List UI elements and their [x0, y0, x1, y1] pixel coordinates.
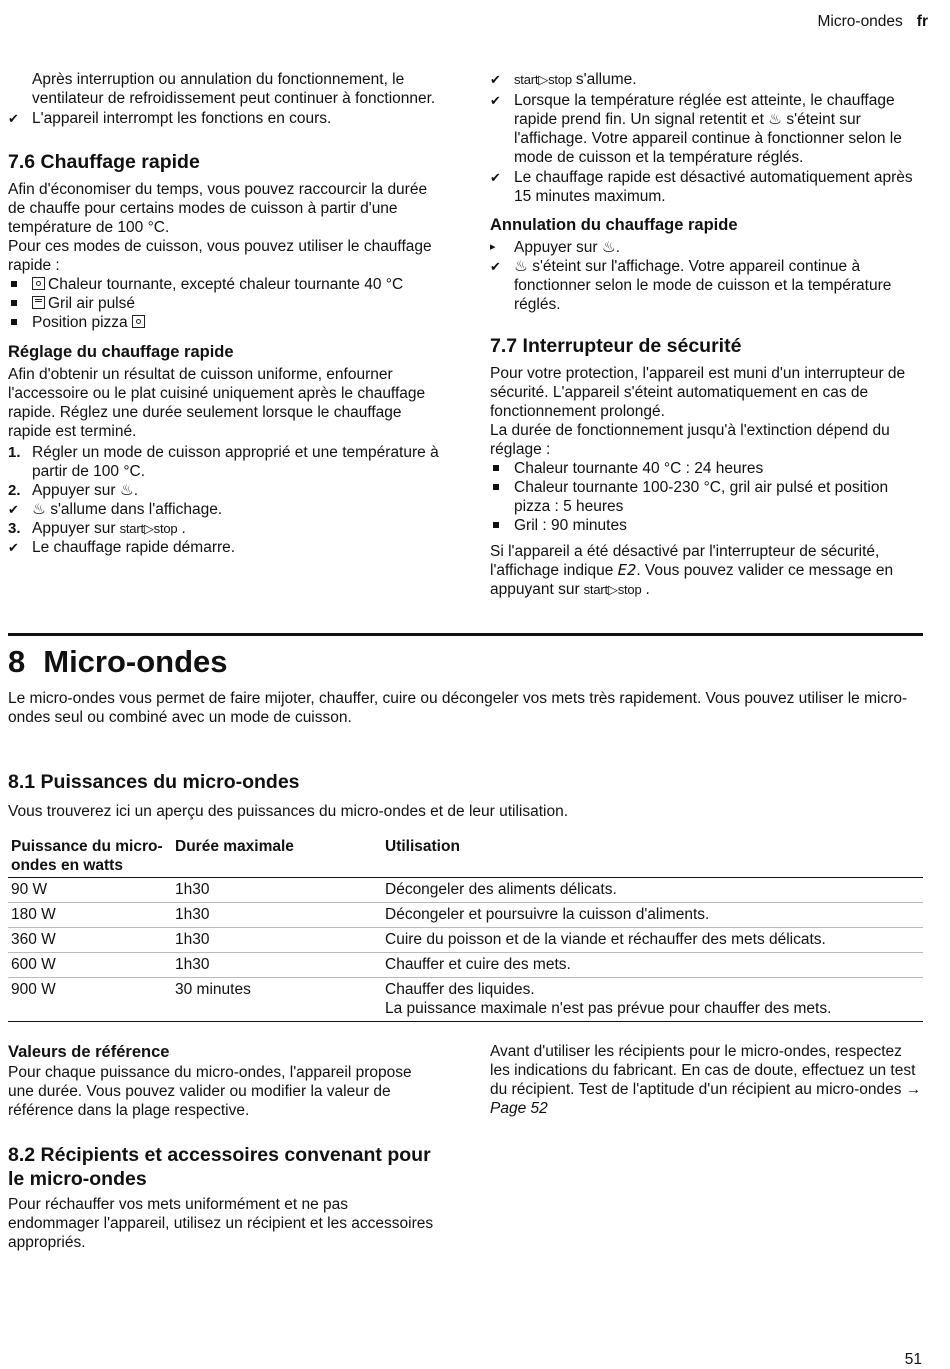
- arrow-icon: ▸: [490, 241, 496, 253]
- result-item: ✔ Le chauffage rapide démarre.: [8, 539, 236, 556]
- step-item: 2. Appuyer sur ♨.: [8, 482, 139, 499]
- check-icon: ✔: [8, 540, 19, 555]
- running-header: [818, 12, 928, 31]
- section-7-7-title: 7.7 Interrupteur de sécurité: [490, 335, 742, 357]
- mode-list: [8, 275, 440, 332]
- power-table: [8, 837, 923, 1022]
- check-icon: ✔: [8, 502, 19, 517]
- check-icon: ✔: [490, 93, 501, 108]
- convection-icon: [32, 277, 45, 290]
- check-icon: ✔: [8, 111, 19, 126]
- header-section: Micro-ondes: [817, 13, 903, 30]
- start-stop-key: start▷stop: [583, 582, 642, 597]
- result-item: ✔ ♨ s'éteint sur l'affichage. Votre appareil continue à fonctionner selon le mode de cuisson et la température réglés.: [490, 258, 892, 313]
- valeurs-block: [8, 1042, 440, 1120]
- start-stop-key: start▷stop: [119, 521, 178, 536]
- result-item: ✔ Le chauffage rapide est désactivé automatiquement après 15 minutes maximum.: [490, 169, 913, 205]
- paragraph: Afin d'économiser du temps, vous pouvez raccourcir la durée de chauffe pour certains modes de cuisson à partir d'une température de 100 °C.: [8, 181, 428, 236]
- paragraph: Pour ces modes de cuisson, vous pouvez utiliser le chauffage rapide :: [8, 238, 432, 274]
- result-item: [8, 109, 440, 128]
- paragraph: Pour chaque puissance du micro-ondes, l'appareil propose une durée. Vous pouvez valider ou modifier la valeur de référence dans la plage respective.: [8, 1064, 412, 1119]
- result-item: ✔ ♨ s'allume dans l'affichage.: [8, 501, 223, 518]
- instruction-item: ▸ Appuyer sur ♨.: [490, 239, 621, 256]
- step-item: 3. Appuyer sur start▷stop .: [8, 520, 186, 537]
- duration-list: [490, 459, 922, 535]
- step-item: 1. Régler un mode de cuisson approprié et une température à partir de 100 °C.: [8, 444, 439, 480]
- table-row: 900 W 30 minutes Chauffer des liquides. La puissance maximale n'est pas prévue pour chauffer des mets.: [8, 978, 923, 1022]
- pizza-icon: [132, 315, 145, 328]
- left-column: [8, 70, 440, 557]
- paragraph: Pour réchauffer vos mets uniformément et ne pas endommager l'appareil, utilisez un récipient et les accessoires appropriés.: [8, 1196, 434, 1251]
- chapter-8-title: 8 Micro-ondes: [8, 644, 228, 679]
- paragraph: Afin d'obtenir un résultat de cuisson uniforme, enfourner l'accessoire ou le plat cuisiné uniquement après le chauffage rapide. Réglez une durée seulement lorsque le chauffage rapide est terminé.: [8, 366, 426, 440]
- list-item: Position pizza: [8, 313, 440, 332]
- paragraph: Si l'appareil a été désactivé par l'interrupteur de sécurité, l'affichage indique E2. Vous pouvez valider ce message en appuyant sur start▷stop .: [490, 543, 894, 598]
- chapter-intro: Le micro-ondes vous permet de faire mijoter, chauffer, cuire ou décongeler vos mets très rapidement. Vous pouvez utiliser le micro-ondes seul ou combiné avec un mode de cuisson.: [8, 690, 908, 726]
- error-code: E2: [617, 561, 637, 579]
- result-item: ✔ start▷stop s'allume.: [490, 71, 637, 88]
- section-8-2-title: 8.2 Récipients et accessoires convenant pour le micro-ondes: [8, 1144, 431, 1190]
- steps-list: [8, 443, 440, 557]
- paragraph: Pour votre protection, l'appareil est muni d'un interrupteur de sécurité. L'appareil s'éteint automatiquement en cas de fonctionnement prolongé.: [490, 365, 906, 420]
- list-item: Chaleur tournante 100-230 °C, gril air pulsé et position pizza : 5 heures: [514, 479, 889, 515]
- column-header: Utilisation: [382, 837, 923, 878]
- column-header: Durée maximale: [172, 837, 382, 878]
- recipient-note: [490, 1042, 922, 1118]
- subheading-annulation: Annulation du chauffage rapide: [490, 216, 738, 234]
- section-7-6-title: 7.6 Chauffage rapide: [8, 151, 200, 173]
- check-icon: ✔: [490, 170, 501, 185]
- list-item: Gril air pulsé: [8, 294, 440, 313]
- subheading-reglage: Réglage du chauffage rapide: [8, 343, 234, 361]
- paragraph: La durée de fonctionnement jusqu'à l'extinction dépend du réglage :: [490, 422, 890, 458]
- table-header-row: [8, 837, 923, 878]
- table-row: 180 W 1h30 Décongeler et poursuivre la cuisson d'aliments.: [8, 903, 923, 928]
- section-8-1-title: 8.1 Puissances du micro-ondes: [8, 771, 300, 793]
- column-header: Puissance du micro-ondes en watts: [8, 837, 172, 878]
- page-link[interactable]: → Page 52: [490, 1081, 922, 1117]
- subheading-valeurs: Valeurs de référence: [8, 1043, 170, 1061]
- list-item: Chaleur tournante, excepté chaleur tournante 40 °C: [8, 275, 440, 294]
- intro-text: Après interruption ou annulation du fonctionnement, le ventilateur de refroidissement peut continuer à fonctionner.: [32, 71, 436, 107]
- right-column: [490, 70, 922, 599]
- chapter-divider: [8, 633, 923, 636]
- result-text: L'appareil interrompt les fonctions en cours.: [32, 110, 332, 127]
- section-8-2: [8, 1143, 440, 1252]
- start-stop-key: start▷stop: [514, 72, 572, 87]
- table-row: 600 W 1h30 Chauffer et cuire des mets.: [8, 953, 923, 978]
- table-row: 360 W 1h30 Cuire du poisson et de la viande et réchauffer des mets délicats.: [8, 928, 923, 953]
- grill-fan-icon: [32, 296, 45, 309]
- section-8-1-intro: Vous trouverez ici un aperçu des puissances du micro-ondes et de leur utilisation.: [8, 803, 569, 820]
- header-lang: fr: [916, 13, 928, 30]
- page-number: 51: [904, 1351, 922, 1368]
- list-item: Gril : 90 minutes: [514, 517, 627, 534]
- paragraph: Avant d'utiliser les récipients pour le micro-ondes, respectez les indications du fabricant. En cas de doute, effectuez un test du récipient. Test de l'aptitude d'un récipient au micro-ondes → Page 52: [490, 1043, 922, 1117]
- table-row: 90 W 1h30 Décongeler des aliments délicats.: [8, 878, 923, 903]
- check-icon: ✔: [490, 72, 501, 87]
- list-item: Chaleur tournante 40 °C : 24 heures: [514, 460, 764, 477]
- result-item: ✔ Lorsque la température réglée est atteinte, le chauffage rapide prend fin. Un signal retentit et ♨ s'éteint sur l'affichage. Votre appareil continue à fonctionner selon le mode de cuisson et la température réglés.: [490, 92, 902, 166]
- check-icon: ✔: [490, 259, 501, 274]
